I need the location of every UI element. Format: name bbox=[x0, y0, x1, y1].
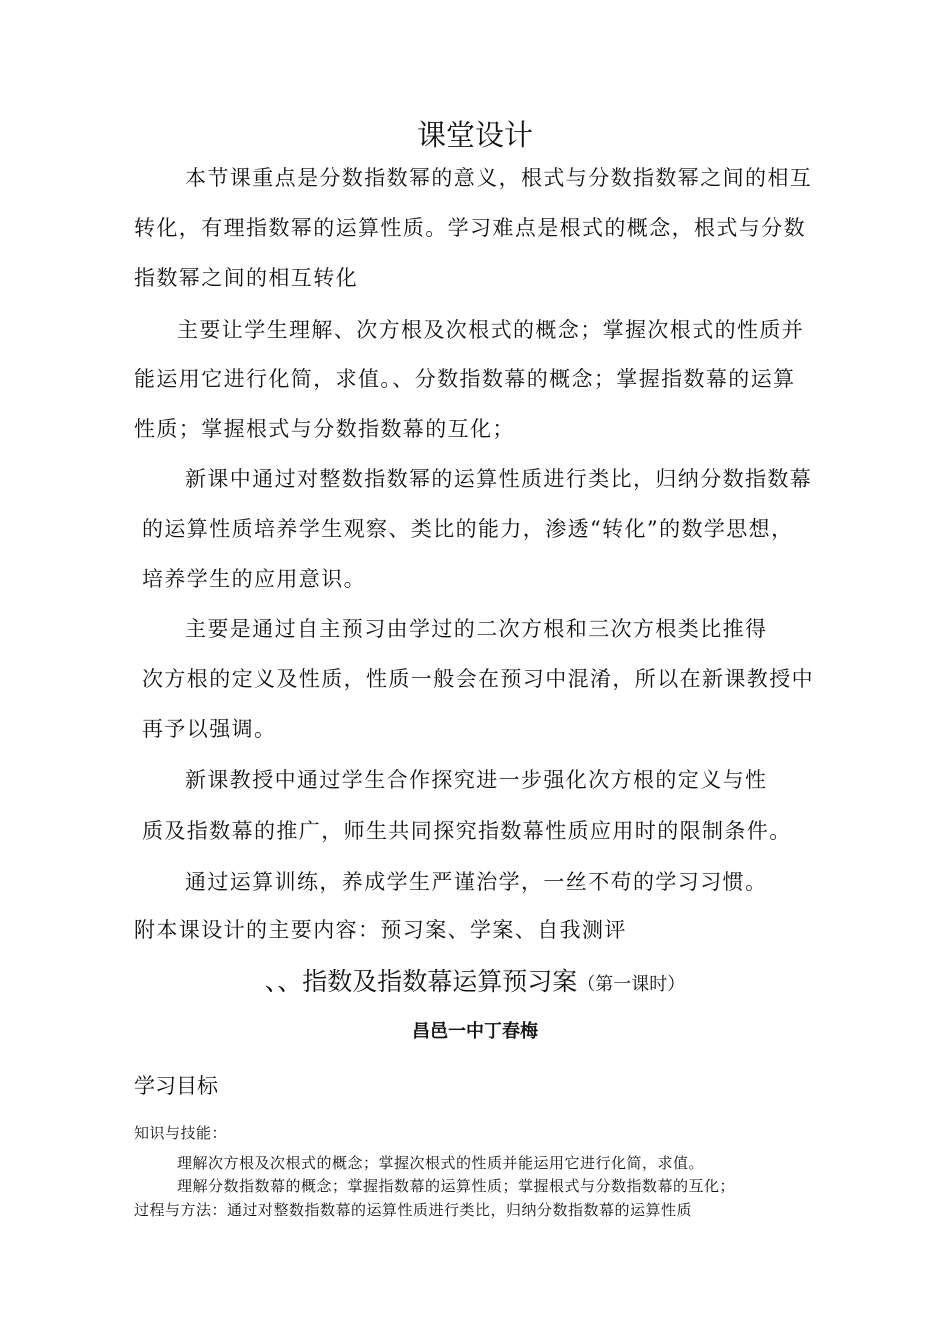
paragraph-line: 附本课设计的主要内容：预习案、学案、自我测评 bbox=[134, 918, 627, 942]
objective-line: 理解次方根及次根式的概念；掌握次根式的性质并能运用它进行化简，求值。 bbox=[177, 1154, 705, 1172]
paragraph-line: 指数幂之间的相互转化 bbox=[134, 266, 358, 290]
section-heading bbox=[0, 962, 950, 998]
paragraph-line: 新课教授中通过学生合作探究进一步强化次方根的定义与性 bbox=[185, 768, 768, 792]
author-name: 昌邑一中丁春梅 bbox=[412, 1021, 538, 1042]
section-heading-main: 、、指数及指数幕运算预习案 bbox=[264, 967, 578, 996]
page-title: 课堂设计 bbox=[416, 118, 533, 152]
paragraph-line: 性质；掌握根式与分数指数幕的互化； bbox=[134, 417, 515, 441]
objective-line: 知识与技能： bbox=[134, 1124, 228, 1142]
paragraph-line: 再予以强调。 bbox=[142, 717, 277, 741]
paragraph-line: 质及指数幕的推广，师生共同探究指数幕性质应用时的限制条件。 bbox=[142, 819, 792, 843]
paragraph-line: 能运用它进行化简，求值。、分数指数幕的概念；掌握指数幕的运算 bbox=[134, 367, 796, 391]
objective-line: 过程与方法：通过对整数指数幕的运算性质进行类比，归纳分数指数幕的运算性质 bbox=[134, 1201, 693, 1219]
objective-line: 理解分数指数幕的概念；掌握指数幕的运算性质；掌握根式与分数指数幕的互化； bbox=[177, 1177, 736, 1195]
paragraph-line: 培养学生的应用意识。 bbox=[142, 567, 366, 591]
paragraph-line: 新课中通过对整数指数幂的运算性质进行类比，归纳分数指数幕 bbox=[185, 467, 813, 491]
section-heading-note: （第一课时） bbox=[577, 974, 686, 995]
paragraph-line: 主要让学生理解、次方根及次根式的概念；掌握次根式的性质并 bbox=[177, 318, 805, 342]
paragraph-line: 转化，有理指数幂的运算性质。学习难点是根式的概念，根式与分数 bbox=[134, 216, 806, 240]
paragraph-line: 的运算性质培养学生观察、类比的能力，渗透“转化”的数学思想， bbox=[142, 517, 794, 541]
paragraph-line: 次方根的定义及性质，性质一般会在预习中混淆，所以在新课教授中 bbox=[142, 667, 814, 691]
paragraph-line: 主要是通过自主预习由学过的二次方根和三次方根类比推得 bbox=[185, 617, 768, 641]
objectives-title: 学习目标 bbox=[134, 1074, 218, 1098]
paragraph-line: 本节课重点是分数指数幂的意义，根式与分数指数幂之间的相互 bbox=[185, 166, 813, 190]
paragraph-line: 通过运算训练，养成学生严谨治学，一丝不苟的学习习惯。 bbox=[185, 870, 768, 894]
